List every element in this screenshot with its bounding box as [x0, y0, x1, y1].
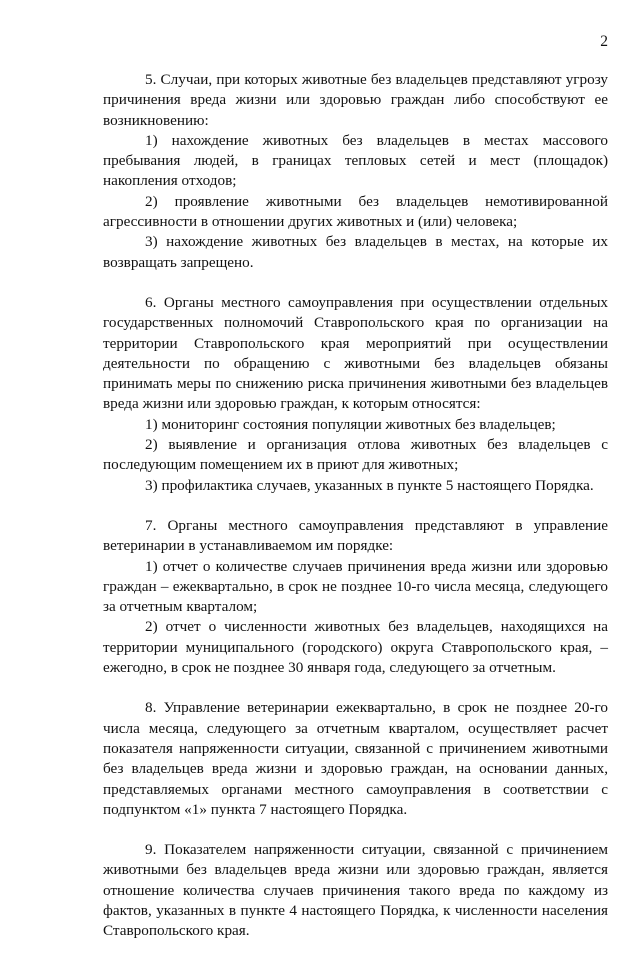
- list-item: 3) нахождение животных без владельцев в местах, на которые их возвращать запрещено.: [103, 233, 608, 271]
- section-heading: 7. Органы местного самоуправления представляют в управление ветеринарии в устанавливаемом им порядке:: [103, 516, 608, 555]
- section-heading: 5. Случаи, при которых животные без владельцев представляют угрозу причинения вреда жизни или здоровью граждан либо способствуют ее возникновению:: [103, 71, 608, 129]
- section-heading: 6. Органы местного самоуправления при осуществлении отдельных государственных полномочий Ставропольского края по организации на территории Ставропольского края мероприятий при осуществлении деятельности по обращению с животными без владельцев обязаны принимать меры по снижению риска причинения животными без владельцев вреда жизни или здоровью граждан, к которым относятся:: [103, 293, 608, 413]
- list-item: 3) профилактика случаев, указанных в пункте 5 настоящего Порядка.: [145, 476, 594, 494]
- list-item: 2) выявление и организация отлова животных без владельцев с последующим помещением их в приют для животных;: [103, 436, 608, 474]
- page-number: 2: [600, 33, 608, 50]
- list-item: 1) нахождение животных без владельцев в местах массового пребывания людей, в границах тепловых сетей и мест (площадок) накопления отходов;: [103, 131, 608, 190]
- list-item: 2) проявление животными без владельцев немотивированной агрессивности в отношении других животных и (или) человека;: [103, 192, 608, 231]
- section-7: [103, 516, 608, 678]
- list-item: 2) отчет о численности животных без владельцев, находящихся на территории муниципального (городского) округа Ставропольского края, – ежегодно, в срок не позднее 30 января года, следующего за отчетным.: [103, 618, 608, 677]
- section-5: [103, 70, 608, 273]
- section-9: [103, 840, 608, 941]
- document-body: [103, 70, 608, 962]
- section-8: [103, 698, 608, 820]
- section-6: [103, 293, 608, 496]
- list-item: 1) отчет о количестве случаев причинения вреда жизни или здоровью граждан – ежеквартально, в срок не позднее 10-го числа месяца, следующего за отчетным кварталом;: [103, 557, 608, 616]
- list-item: 1) мониторинг состояния популяции животных без владельцев;: [145, 415, 556, 433]
- section-heading: 9. Показателем напряженности ситуации, связанной с причинением животными без владельцев вреда жизни или здоровью граждан, является отношение количества случаев причинения такого вреда по каждому из фактов, указанных в пункте 4 настоящего Порядка, к численности населения Ставропольского края.: [103, 841, 608, 940]
- section-heading: 8. Управление ветеринарии ежеквартально, в срок не позднее 20-го числа месяца, следующего за отчетным кварталом, осуществляет расчет показателя напряженности ситуации, связанной с причинением животными без владельцев вреда жизни и здоровью граждан, на основании данных, представляемых органами местного самоуправления в соответствии с подпунктом «1» пункта 7 настоящего Порядка.: [103, 699, 608, 818]
